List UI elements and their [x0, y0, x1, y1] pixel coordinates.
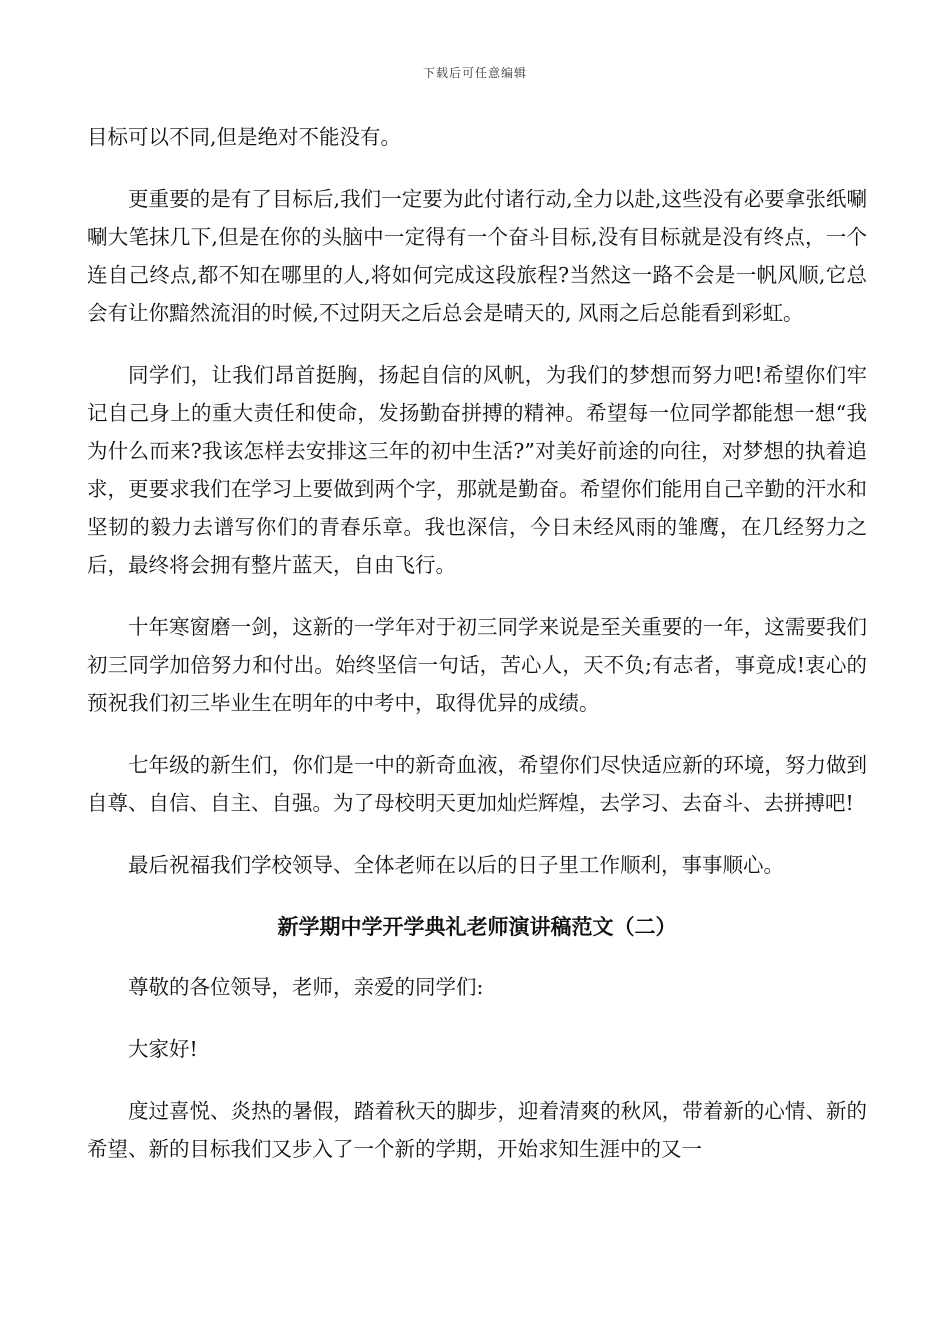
paragraph-1: 目标可以不同,但是绝对不能没有。	[87, 125, 402, 149]
paragraph-9: 度过喜悦、炎热的暑假，踏着秋天的脚步，迎着清爽的秋风，带着新的心情、新的希望、新的目标我们又步入了一个新的学期，开始求知生涯中的又一	[87, 1099, 867, 1161]
paragraph-5: 七年级的新生们，你们是一中的新奇血液，希望你们尽快适应新的环境，努力做到自尊、自信、自主、自强。为了母校明天更加灿烂辉煌，去学习、去奋斗、去拼搏吧!	[87, 753, 867, 815]
document-body	[87, 118, 867, 1192]
paragraph-6: 最后祝福我们学校领导、全体老师在以后的日子里工作顺利，事事顺心。	[128, 853, 784, 877]
section-heading: 新学期中学开学典礼老师演讲稿范文（二）	[277, 915, 677, 939]
salutation: 尊敬的各位领导，老师，亲爱的同学们:	[128, 975, 484, 999]
greeting: 大家好!	[128, 1037, 198, 1061]
paragraph-2: 更重要的是有了目标后,我们一定要为此付诸行动,全力以赴,这些没有必要拿张纸唰唰大笔抹几下,但是在你的头脑中一定得有一个奋斗目标,没有目标就是没有终点，一个连自己终点,都不知在哪里的人,将如何完成这段旅程?当然这一路不会是一帆风顺,它总会有让你黯然流泪的时候,不过阴天之后总会是晴天的, 风雨之后总能看到彩虹。	[87, 187, 867, 325]
paragraph-3: 同学们，让我们昂首挺胸，扬起自信的风帆，为我们的梦想而努力吧!希望你们牢记自己身上的重大责任和使命，发扬勤奋拼搏的精神。希望每一位同学都能想一想“我为什么而来?我该怎样去安排这三年的初中生活?”对美好前途的向往，对梦想的执着追求，更要求我们在学习上要做到两个字，那就是勤奋。希望你们能用自己辛勤的汗水和坚韧的毅力去谱写你们的青春乐章。我也深信，今日未经风雨的雏鹰，在几经努力之后，最终将会拥有整片蓝天，自由飞行。	[87, 363, 867, 577]
paragraph-4: 十年寒窗磨一剑，这新的一学年对于初三同学来说是至关重要的一年，这需要我们初三同学加倍努力和付出。始终坚信一句话，苦心人，天不负;有志者，事竟成!衷心的预祝我们初三毕业生在明年的中考中，取得优异的成绩。	[87, 615, 867, 715]
header-note: 下载后可任意编辑	[422, 66, 527, 80]
